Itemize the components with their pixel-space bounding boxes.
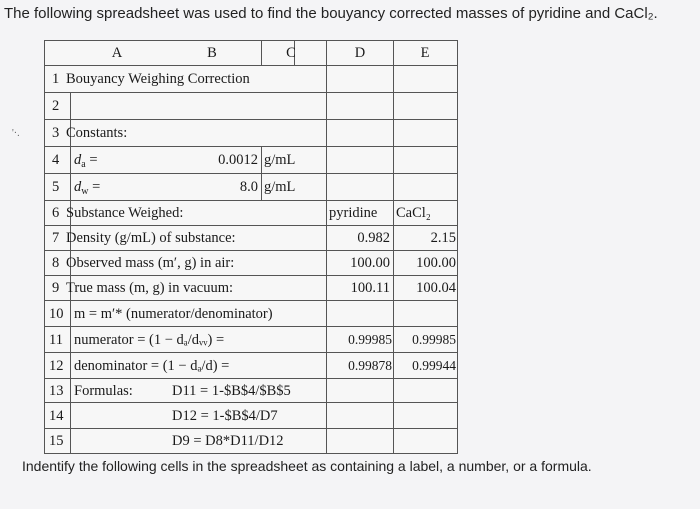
row-number: 15	[49, 433, 64, 449]
col-header-c: C	[286, 45, 296, 61]
spreadsheet	[44, 40, 458, 454]
col-header-e: E	[420, 45, 430, 61]
row-number: 13	[49, 383, 64, 399]
cell-a7[interactable]: Density (g/mL) of substance:	[66, 230, 236, 246]
question-text: The following spreadsheet was used to find the bouyancy corrected masses of pyridine and CaCl₂.	[4, 5, 658, 22]
footer-instruction: Indentify the following cells in the spreadsheet as containing a label, a number, or a formula.	[22, 458, 592, 474]
cell-b13[interactable]: D11 = 1-$B$4/$B$5	[172, 383, 291, 399]
cell-a11[interactable]: numerator = (1 − dₐ/dᵥᵥ) =	[74, 332, 225, 348]
cell-a5[interactable]: $d_w$ =	[74, 179, 101, 197]
cell-b4[interactable]: 0.0012	[218, 152, 258, 168]
row-number: 12	[49, 358, 64, 374]
cell-d8[interactable]: 100.00	[350, 255, 390, 271]
cell-e7[interactable]: 2.15	[430, 230, 456, 246]
col-header-d: D	[354, 45, 366, 61]
cell-b15[interactable]: D9 = D8*D11/D12	[172, 433, 284, 449]
cell-e11[interactable]: 0.99985	[412, 332, 456, 347]
cell-e12[interactable]: 0.99944	[412, 358, 456, 373]
cell-c4[interactable]: g/mL	[264, 152, 296, 168]
row-number: 6	[52, 205, 60, 221]
row-number: 4	[52, 152, 60, 168]
cell-a9[interactable]: True mass (m, g) in vacuum:	[66, 280, 234, 296]
row-number: 10	[49, 306, 64, 322]
cell-a6[interactable]: Substance Weighed:	[66, 205, 184, 221]
cell-e6[interactable]: CaCl₂	[396, 205, 431, 221]
cell-d6[interactable]: pyridine	[329, 205, 378, 221]
cell-e9[interactable]: 100.04	[416, 280, 456, 296]
cell-d12[interactable]: 0.99878	[348, 358, 392, 373]
cell-b5[interactable]: 8.0	[239, 179, 258, 195]
col-header-a: A	[111, 45, 123, 61]
stray-mark: '·.	[12, 128, 20, 139]
cell-a8[interactable]: Observed mass (m′, g) in air:	[66, 255, 235, 271]
row-number: 14	[49, 408, 64, 424]
cell-a1[interactable]: Bouyancy Weighing Correction	[66, 71, 250, 87]
row-number: 3	[52, 125, 60, 141]
cell-d11[interactable]: 0.99985	[348, 332, 392, 347]
cell-c5[interactable]: g/mL	[264, 179, 296, 195]
row-number: 2	[52, 98, 60, 114]
cell-b14[interactable]: D12 = 1-$B$4/D7	[172, 408, 278, 424]
cell-d9[interactable]: 100.11	[350, 280, 390, 296]
cell-e8[interactable]: 100.00	[416, 255, 456, 271]
cell-a13[interactable]: Formulas:	[74, 383, 133, 399]
cell-a4[interactable]: $d_a$ =	[74, 152, 98, 170]
row-number: 7	[52, 230, 60, 246]
cell-a10[interactable]: m = m′* (numerator/denominator)	[74, 306, 273, 322]
cell-d7[interactable]: 0.982	[357, 230, 390, 246]
row-number: 1	[52, 71, 60, 87]
cell-a3[interactable]: Constants:	[66, 125, 128, 141]
row-number: 8	[52, 255, 60, 271]
row-number: 11	[49, 332, 63, 348]
col-header-b: B	[207, 45, 217, 61]
row-number: 5	[52, 179, 60, 195]
cell-a12[interactable]: denominator = (1 − dₐ/d) =	[74, 358, 230, 374]
row-number: 9	[52, 280, 60, 296]
